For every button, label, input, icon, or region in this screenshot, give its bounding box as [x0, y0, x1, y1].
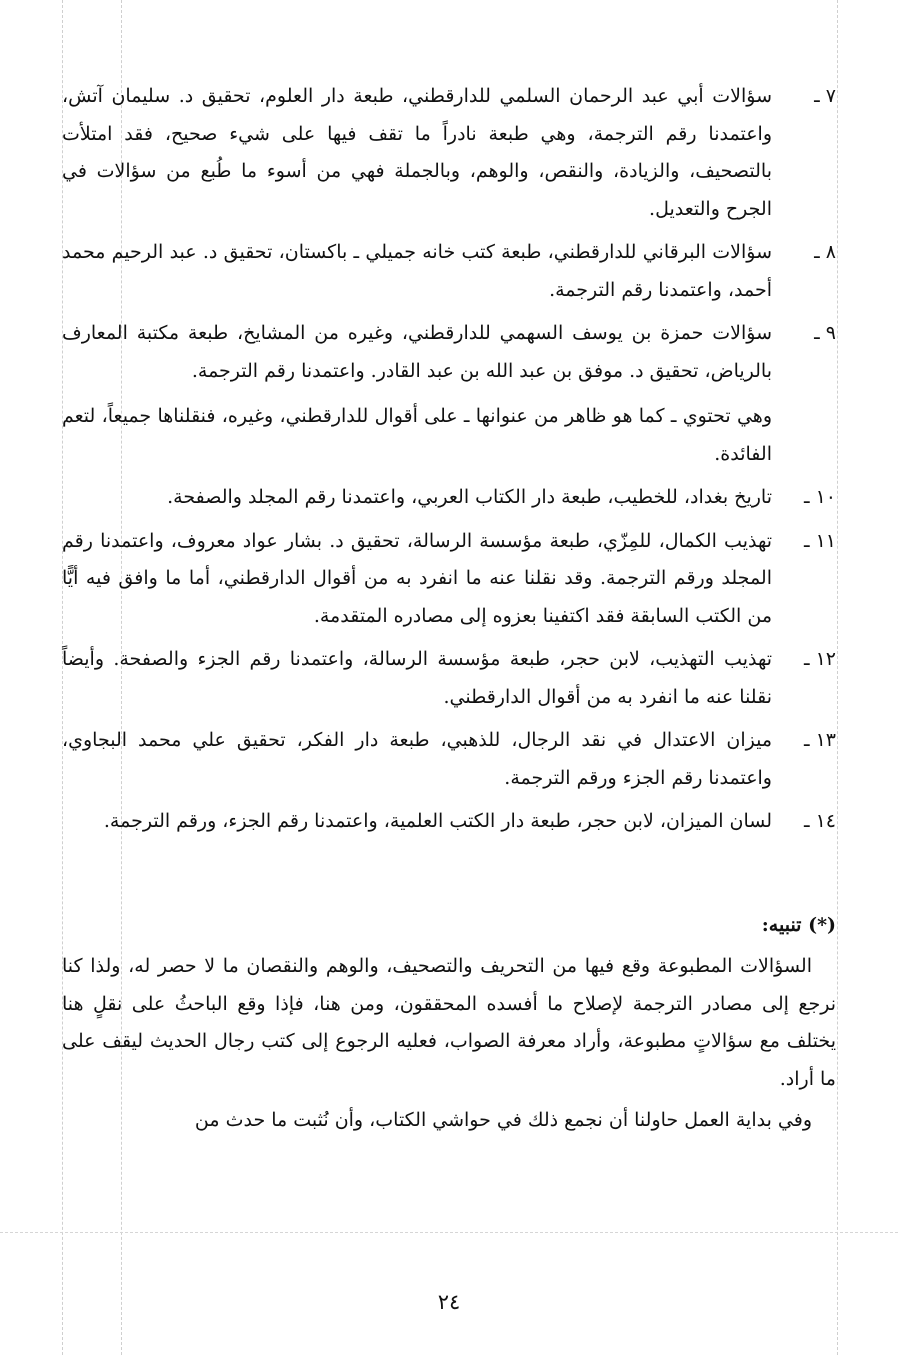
entry-number: ١٠ ـ — [803, 486, 836, 508]
list-item — [62, 78, 836, 228]
entry-text: سؤالات البرقاني للدارقطني، طبعة كتب خانه جميلي ـ باكستان، تحقيق د. عبد الرحيم محمد أحمد، واعتمدنا رقم الترجمة. — [62, 241, 772, 301]
list-item — [62, 315, 836, 473]
list-item — [62, 523, 836, 636]
entry-text: سؤالات حمزة بن يوسف السهمي للدارقطني، وغيره من المشايخ، طبعة مكتبة المعارف بالرياض، تحقيق د. موفق بن عبد الله بن عبد القادر. واعتمدنا رقم الترجمة. — [62, 322, 772, 382]
list-item — [62, 722, 836, 797]
notice-heading: (*) تنبيه: — [761, 913, 836, 936]
entry-number: ١٣ ـ — [803, 729, 836, 751]
entry-number: ٧ ـ — [814, 85, 836, 107]
entry-text: تاريخ بغداد، للخطيب، طبعة دار الكتاب العربي، واعتمدنا رقم المجلد والصفحة. — [167, 486, 772, 508]
scan-guide-bottom — [0, 1232, 898, 1233]
entry-text: ميزان الاعتدال في نقد الرجال، للذهبي، طبعة دار الفكر، تحقيق علي محمد البجاوي، واعتمدنا رقم الجزء ورقم الترجمة. — [62, 729, 772, 789]
entry-number: ١٢ ـ — [803, 648, 836, 670]
notice-paragraph: وفي بداية العمل حاولنا أن نجمع ذلك في حواشي الكتاب، وأن نُثبت ما حدث من — [194, 1109, 812, 1131]
entry-number: ١١ ـ — [803, 529, 836, 552]
entry-number: ٨ ـ — [814, 241, 836, 263]
entry-text: لسان الميزان، لابن حجر، طبعة دار الكتب العلمية، واعتمدنا رقم الجزء، ورقم الترجمة. — [103, 810, 772, 832]
notice-paragraph: السؤالات المطبوعة وقع فيها من التحريف والتصحيف، والوهم والنقصان ما لا حصر له، ولذا كنا نرجع إلى مصادر الترجمة لإصلاح ما أفسده المحققون، ومن هنا، فإذا وقع الباحثُ على نقلٍ هنا يختلف مع سؤالاتٍ مطبوعة، وأراد معرفة الصواب، فعليه الرجوع إلى كتب رجال الحديث ليقف على ما أراد. — [62, 955, 836, 1090]
list-item — [62, 479, 836, 517]
page-number: ٢٤ — [437, 1290, 461, 1314]
notice-section — [62, 907, 836, 1140]
scan-guide-right — [837, 0, 838, 1355]
document-page — [62, 78, 836, 1140]
list-item — [62, 234, 836, 309]
list-item — [62, 803, 836, 841]
entry-text: تهذيب التهذيب، لابن حجر، طبعة مؤسسة الرسالة، واعتمدنا رقم الجزء والصفحة. وأيضاً نقلنا عنه ما انفرد به من أقوال الدارقطني. — [62, 648, 772, 708]
entry-text: سؤالات أبي عبد الرحمان السلمي للدارقطني، طبعة دار العلوم، تحقيق د. سليمان آتش، واعتمدنا رقم الترجمة، وهي طبعة نادراً ما تقف فيها على شيء صحيح، فقد امتلأت بالتصحيف، والزيادة، والنقص، والوهم، وبالجملة فهي من أسوء ما طُبع من سؤالات في الجرح والتعديل. — [62, 85, 772, 220]
list-item — [62, 641, 836, 716]
entry-text: تهذيب الكمال، للمِزّي، طبعة مؤسسة الرسالة، تحقيق د. بشار عواد معروف، واعتمدنا رقم المجلد ورقم الترجمة. وقد نقلنا عنه ما انفرد به من أقوال الدارقطني، أما ما وافق فيه أيًّا من الكتب السابقة فقد اكتفينا بعزوه إلى مصادره المتقدمة. — [62, 529, 772, 627]
entry-number: ١٤ ـ — [803, 810, 836, 832]
entry-number: ٩ ـ — [814, 322, 836, 344]
entry-text: وهي تحتوي ـ كما هو ظاهر من عنوانها ـ على أقوال للدارقطني، وغيره، فنقلناها جميعاً، لتعم الفائدة. — [62, 405, 772, 465]
